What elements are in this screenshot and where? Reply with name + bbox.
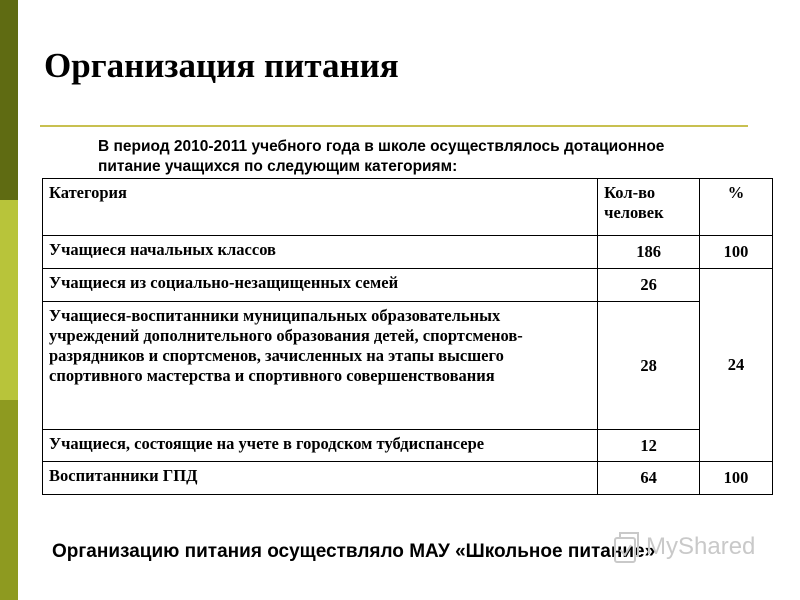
title-divider <box>40 125 748 127</box>
watermark-text: MyShared <box>646 533 756 560</box>
slide-title: Организация питания <box>44 46 399 85</box>
nutrition-table <box>42 178 773 495</box>
header-count: Кол-во человек <box>598 179 700 236</box>
row-category: Учащиеся, состоящие на учете в городском тубдиспансере <box>43 430 598 462</box>
table-row <box>43 269 773 302</box>
watermark <box>612 530 755 564</box>
row-count: 64 <box>598 462 700 495</box>
footer-text: Организацию питания осуществляло МАУ «Школьное питание» <box>52 541 656 562</box>
row-count: 28 <box>598 302 700 430</box>
row-category: Учащиеся из социально-незащищенных семей <box>43 269 598 302</box>
table-row <box>43 462 773 495</box>
sidebar-segment-bottom <box>0 400 18 600</box>
sidebar-decoration <box>0 0 18 600</box>
header-category: Категория <box>43 179 598 236</box>
row-category: Воспитанники ГПД <box>43 462 598 495</box>
row-count: 12 <box>598 430 700 462</box>
merged-percent-cell: 24 <box>700 269 773 462</box>
row-category: Учащиеся начальных классов <box>43 236 598 269</box>
intro-text: В период 2010-2011 учебного года в школе осуществлялось дотационное питание учащихся по следующим категориям: <box>98 138 665 175</box>
header-percent: % <box>700 179 773 236</box>
sidebar-segment-top <box>0 0 18 200</box>
table-header-row <box>43 179 773 236</box>
sidebar-segment-middle <box>0 200 18 400</box>
table-row <box>43 302 773 430</box>
row-percent: 100 <box>700 236 773 269</box>
watermark-logo-icon <box>612 530 642 564</box>
row-category: Учащиеся-воспитанники муниципальных образовательных учреждений дополнительного образования детей, спортсменов-разрядников и спортсменов, зачисленных на этапы высшего спортивного мастерства и спортивного совершенствования <box>43 302 598 430</box>
row-count: 26 <box>598 269 700 302</box>
table-row <box>43 236 773 269</box>
row-count: 186 <box>598 236 700 269</box>
row-percent: 100 <box>700 462 773 495</box>
table-row <box>43 430 773 462</box>
